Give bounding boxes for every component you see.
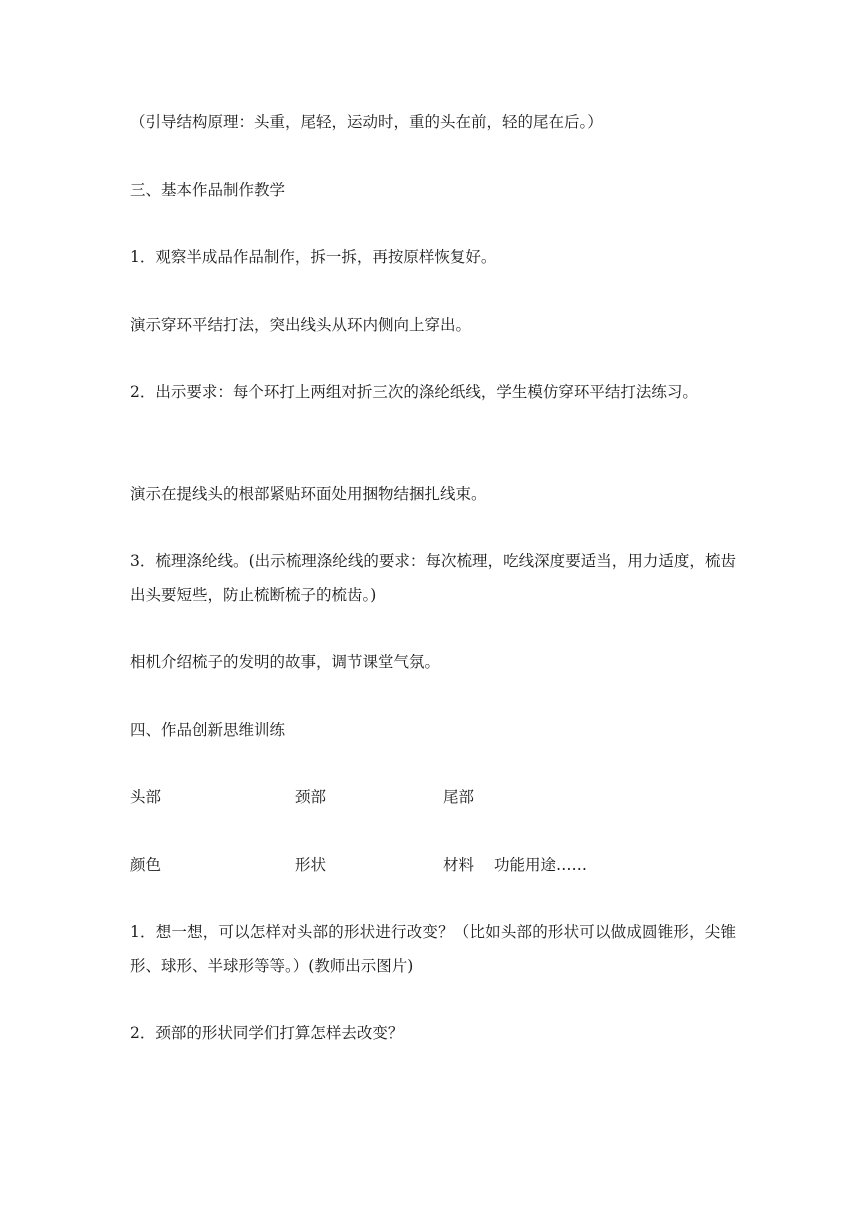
paragraph-step-3: 3．梳理涤纶线。(出示梳理涤纶线的要求：每次梳理，吃线深度要适当，用力适度，梳齿出头要短些，防止梳断梳子的梳齿。) [130,552,736,604]
parts-neck-label: 颈部 [295,788,327,806]
paragraph-comb-story: 相机介绍梳子的发明的故事，调节课堂气氛。 [130,653,441,671]
parts-tail-label: 尾部 [443,788,475,806]
paragraph-think-head-shape: 1．想一想，可以怎样对头部的形状进行改变？（比如头部的形状可以做成圆锥形，尖锥形、球形、半球形等等。）(教师出示图片) [130,923,736,975]
section-heading-innovation: 四、作品创新思维训练 [130,721,286,739]
section-heading-basic-production: 三、基本作品制作教学 [130,181,286,199]
paragraph-structure-principle: （引导结构原理：头重，尾轻，运动时，重的头在前，轻的尾在后。） [130,113,603,131]
paragraph-step-2: 2．出示要求：每个环打上两组对折三次的涤纶纸线，学生模仿穿环平结打法练习。 [130,383,698,401]
paragraph-neck-shape-question: 2．颈部的形状同学们打算怎样去改变？ [130,1024,404,1042]
attribute-shape-label: 形状 [295,856,327,874]
paragraph-demo-bundle: 演示在提线头的根部紧贴环面处用捆物结捆扎线束。 [130,485,487,503]
attribute-function-label: 功能用途…… [494,856,588,874]
parts-head-label: 头部 [130,788,162,806]
attribute-material-label: 材料 [443,856,475,874]
paragraph-demo-knot: 演示穿环平结打法，突出线头从环内侧向上穿出。 [130,316,472,334]
paragraph-step-1: 1．观察半成品作品制作，拆一拆，再按原样恢复好。 [130,248,497,266]
attribute-color-label: 颜色 [130,856,162,874]
